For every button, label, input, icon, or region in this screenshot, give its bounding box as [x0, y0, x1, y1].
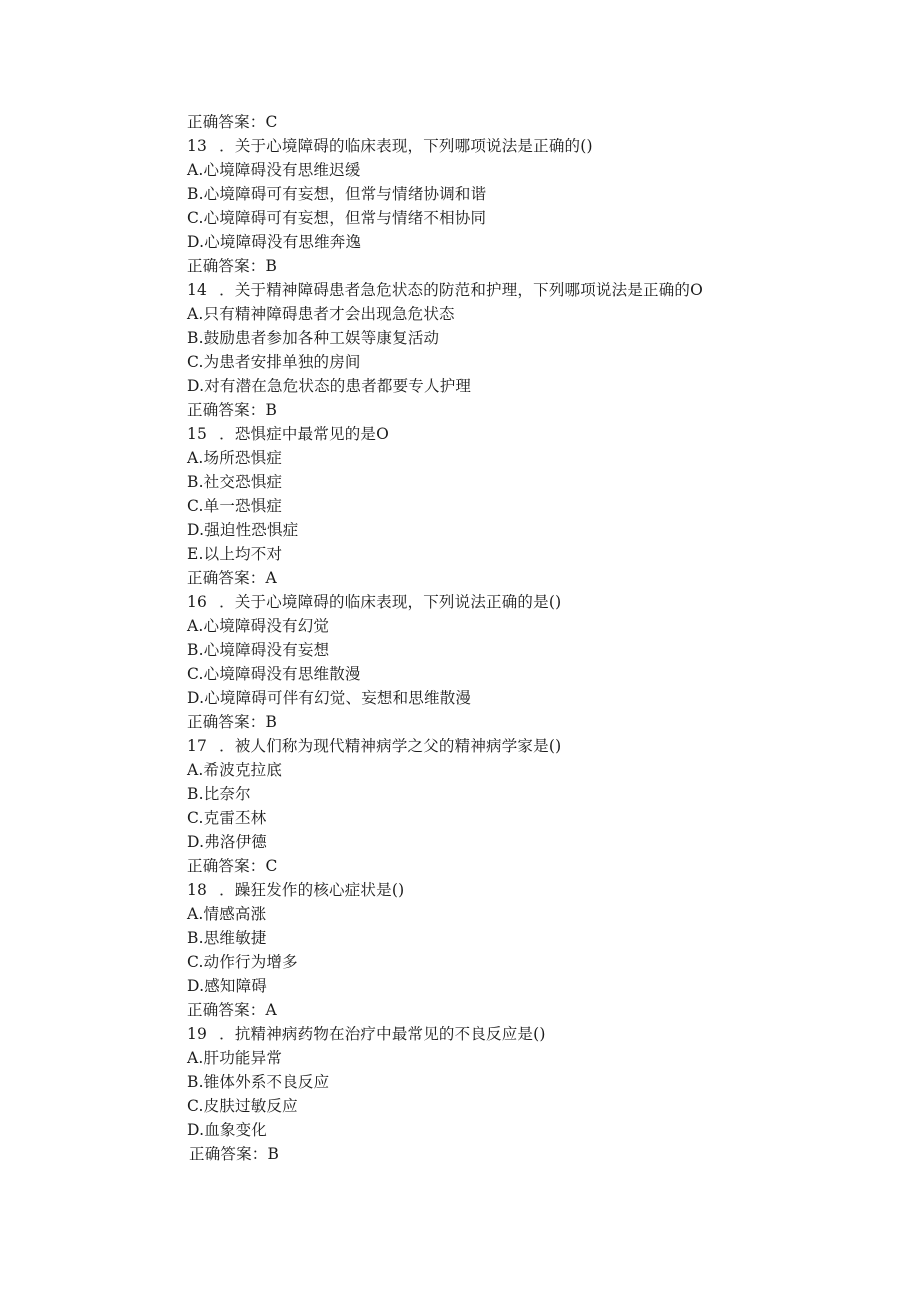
- question-block: [187, 134, 887, 278]
- option-line: E.以上均不对: [187, 545, 283, 563]
- option-line: A.场所恐惧症: [187, 449, 283, 467]
- question-block: [187, 590, 887, 734]
- option-line: B.心境障碍没有妄想: [187, 641, 330, 659]
- question-text: ．被人们称为现代精神病学之父的精神病学家是(): [219, 737, 562, 755]
- option-line: D.心境障碍没有思维奔逸: [187, 233, 362, 251]
- answer-line: 正确答案：B: [187, 257, 278, 275]
- option-line: D.感知障碍: [187, 977, 268, 995]
- option-line: B.鼓励患者参加各种工娱等康复活动: [187, 329, 440, 347]
- question-block: [187, 1022, 887, 1166]
- option-line: C.心境障碍没有思维散漫: [187, 665, 361, 683]
- question-block: [187, 878, 887, 1022]
- answer-line: 正确答案：C: [187, 857, 278, 875]
- question-text: ．抗精神病药物在治疗中最常见的不良反应是(): [219, 1025, 546, 1043]
- option-line: C.心境障碍可有妄想，但常与情绪不相协同: [187, 209, 487, 227]
- option-line: B.社交恐惧症: [187, 473, 283, 491]
- question-number: 14: [187, 281, 208, 299]
- option-line: A.肝功能异常: [187, 1049, 283, 1067]
- question-number: 16: [187, 593, 208, 611]
- option-line: D.血象变化: [187, 1121, 268, 1139]
- question-stem: [187, 590, 887, 614]
- option-line: C.皮肤过敏反应: [187, 1097, 298, 1115]
- option-line: A.心境障碍没有幻觉: [187, 617, 330, 635]
- option-line: B.思维敏捷: [187, 929, 267, 947]
- option-line: D.强迫性恐惧症: [187, 521, 299, 539]
- question-stem: [187, 422, 887, 446]
- answer-line: 正确答案：B: [187, 713, 278, 731]
- question-number: 13: [187, 137, 208, 155]
- option-line: C.为患者安排单独的房间: [187, 353, 361, 371]
- question-stem: [187, 1022, 887, 1046]
- answer-line: 正确答案：A: [187, 1001, 277, 1019]
- question-number: 15: [187, 425, 208, 443]
- question-stem: [187, 278, 887, 302]
- option-line: C.单一恐惧症: [187, 497, 283, 515]
- question-number: 19: [187, 1025, 208, 1043]
- option-line: D.心境障碍可伴有幻觉、妄想和思维散漫: [187, 689, 472, 707]
- question-text: ．关于精神障碍患者急危状态的防范和护理，下列哪项说法是正确的O: [219, 281, 704, 299]
- question-block: [187, 278, 887, 422]
- question-text: ．关于心境障碍的临床表现，下列说法正确的是(): [219, 593, 562, 611]
- question-number: 17: [187, 737, 208, 755]
- question-list: [187, 134, 887, 1166]
- question-stem: [187, 878, 887, 902]
- question-stem: [187, 134, 887, 158]
- answer-line: 正确答案：C: [187, 113, 278, 131]
- answer-line: 正确答案：B: [187, 401, 278, 419]
- option-line: B.比奈尔: [187, 785, 251, 803]
- option-line: D.弗洛伊德: [187, 833, 268, 851]
- answer-line: 正确答案：B: [189, 1145, 280, 1163]
- question-block: [187, 422, 887, 590]
- option-line: A.希波克拉底: [187, 761, 283, 779]
- option-line: C.克雷丕林: [187, 809, 267, 827]
- option-line: A.只有精神障碍患者才会出现急危状态: [187, 305, 455, 323]
- question-text: ．关于心境障碍的临床表现，下列哪项说法是正确的(): [219, 137, 593, 155]
- question-number: 18: [187, 881, 208, 899]
- option-line: A.情感高涨: [187, 905, 267, 923]
- option-line: C.动作行为增多: [187, 953, 298, 971]
- question-text: ．躁狂发作的核心症状是(): [219, 881, 405, 899]
- answer-line: 正确答案：A: [187, 569, 277, 587]
- option-line: B.锥体外系不良反应: [187, 1073, 330, 1091]
- question-stem: [187, 734, 887, 758]
- document-body: [187, 110, 887, 1166]
- question-text: ．恐惧症中最常见的是O: [219, 425, 390, 443]
- option-line: D.对有潜在急危状态的患者都要专人护理: [187, 377, 472, 395]
- question-block: [187, 734, 887, 878]
- option-line: A.心境障碍没有思维迟缓: [187, 161, 361, 179]
- option-line: B.心境障碍可有妄想，但常与情绪协调和谐: [187, 185, 487, 203]
